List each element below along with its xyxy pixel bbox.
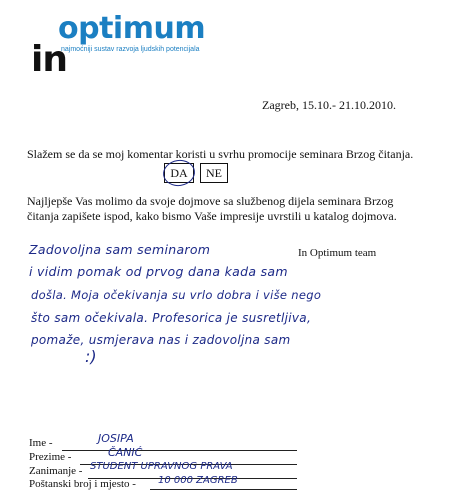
postal-city-value[interactable]: 10 000 ZAGREB	[158, 475, 238, 486]
logo-tagline: najmoćniji sustav razvoja ljudskih potencijala	[61, 46, 200, 53]
smiley-doodle: :)	[85, 347, 97, 366]
in-optimum-logo	[31, 11, 231, 80]
comment-line: Zadovoljna sam seminarom	[29, 242, 211, 257]
comment-line: došla. Moja očekivanja su vrlo dobra i više nego	[31, 288, 322, 302]
consent-yes-box[interactable]: DA	[164, 163, 194, 183]
consent-question: Slažem se da se moj komentar koristi u svrhu promocije seminara Brzog čitanja.	[27, 147, 414, 161]
comment-line: pomaže, usmjerava nas i zadovoljna sam	[31, 333, 291, 347]
first-name-line	[62, 450, 297, 451]
postal-city-label: Poštanski broj i mjesto -	[29, 478, 136, 490]
logo-brand-text: optimum	[58, 11, 206, 46]
logo-prefix-text: in	[31, 39, 67, 80]
team-label: In Optimum team	[298, 247, 377, 259]
comment-line: što sam očekivala. Profesorica je susretljiva,	[31, 311, 312, 325]
instructions-text: Najljepše Vas molimo da svoje dojmove sa službenog dijela seminara Brzog čitanja zapišete ispod, kako bismo Vaše impresije uvrstili u katalog dojmova.	[27, 194, 397, 223]
date-place: Zagreb, 15.10.- 21.10.2010.	[262, 98, 396, 112]
consent-no-box[interactable]: NE	[200, 163, 228, 183]
comment-line: i vidim pomak od prvog dana kada sam	[29, 264, 288, 279]
first-name-value[interactable]: JOSIPA	[98, 432, 134, 445]
last-name-label: Prezime -	[29, 451, 72, 463]
last-name-value[interactable]: ČANIĆ	[108, 446, 143, 459]
occupation-value[interactable]: STUDENT UPRAVNOG PRAVA	[90, 461, 233, 472]
first-name-label: Ime -	[29, 437, 53, 449]
occupation-label: Zanimanje -	[29, 465, 83, 477]
